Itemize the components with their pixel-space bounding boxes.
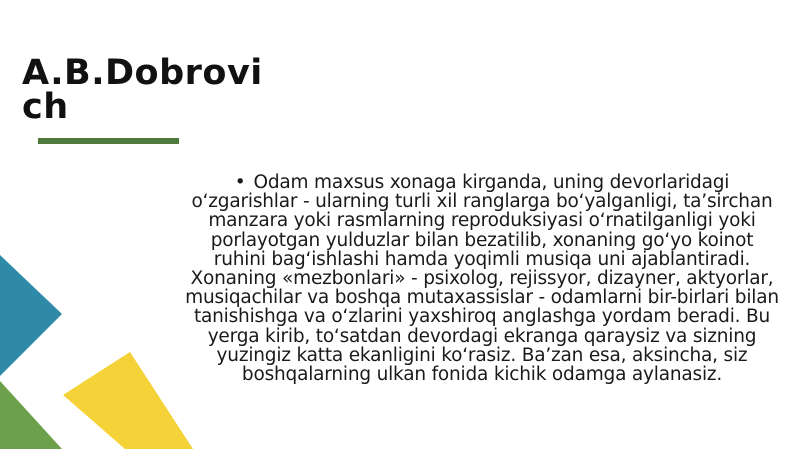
teal-shape bbox=[0, 255, 62, 376]
body-paragraph bbox=[182, 173, 782, 384]
title-underline bbox=[38, 138, 179, 144]
slide-title: A.B.Dobrovich bbox=[22, 53, 263, 127]
body-text: Odam maxsus xonaga kirganda, uning devorlaridagi o‘zgarishlar - ularning turli xil ranglarga bo‘yalganligi, ta’sirchan manzara yoki rasmlarning reproduksiyasi o‘rnatilganligi yoki porlayotgan yulduzlar bilan bezatilib, xonaning go‘yo koinot ruhini bag‘ishlashi hamda yoqimli musiqa uni ajablantiradi. Xonaning «mezbonlari» - psixolog, rejissyor, dizayner, aktyorlar, musiqachilar va boshqa mutaxassislar - odamlarni bir-birlari bilan tanishishga va o‘zlarini yaxshiroq anglashga yordam beradi. Bu yerga kirib, to‘satdan devordagi ekranga qaraysiz va sizning yuzingiz katta ekanligini ko‘rasiz. Ba’zan esa, aksincha, siz boshqalarning ulkan fonida kichik odamga aylanasiz. bbox=[185, 172, 779, 386]
green-shape bbox=[0, 381, 62, 449]
bullet-marker: • bbox=[234, 172, 246, 193]
yellow-shape bbox=[63, 352, 193, 449]
